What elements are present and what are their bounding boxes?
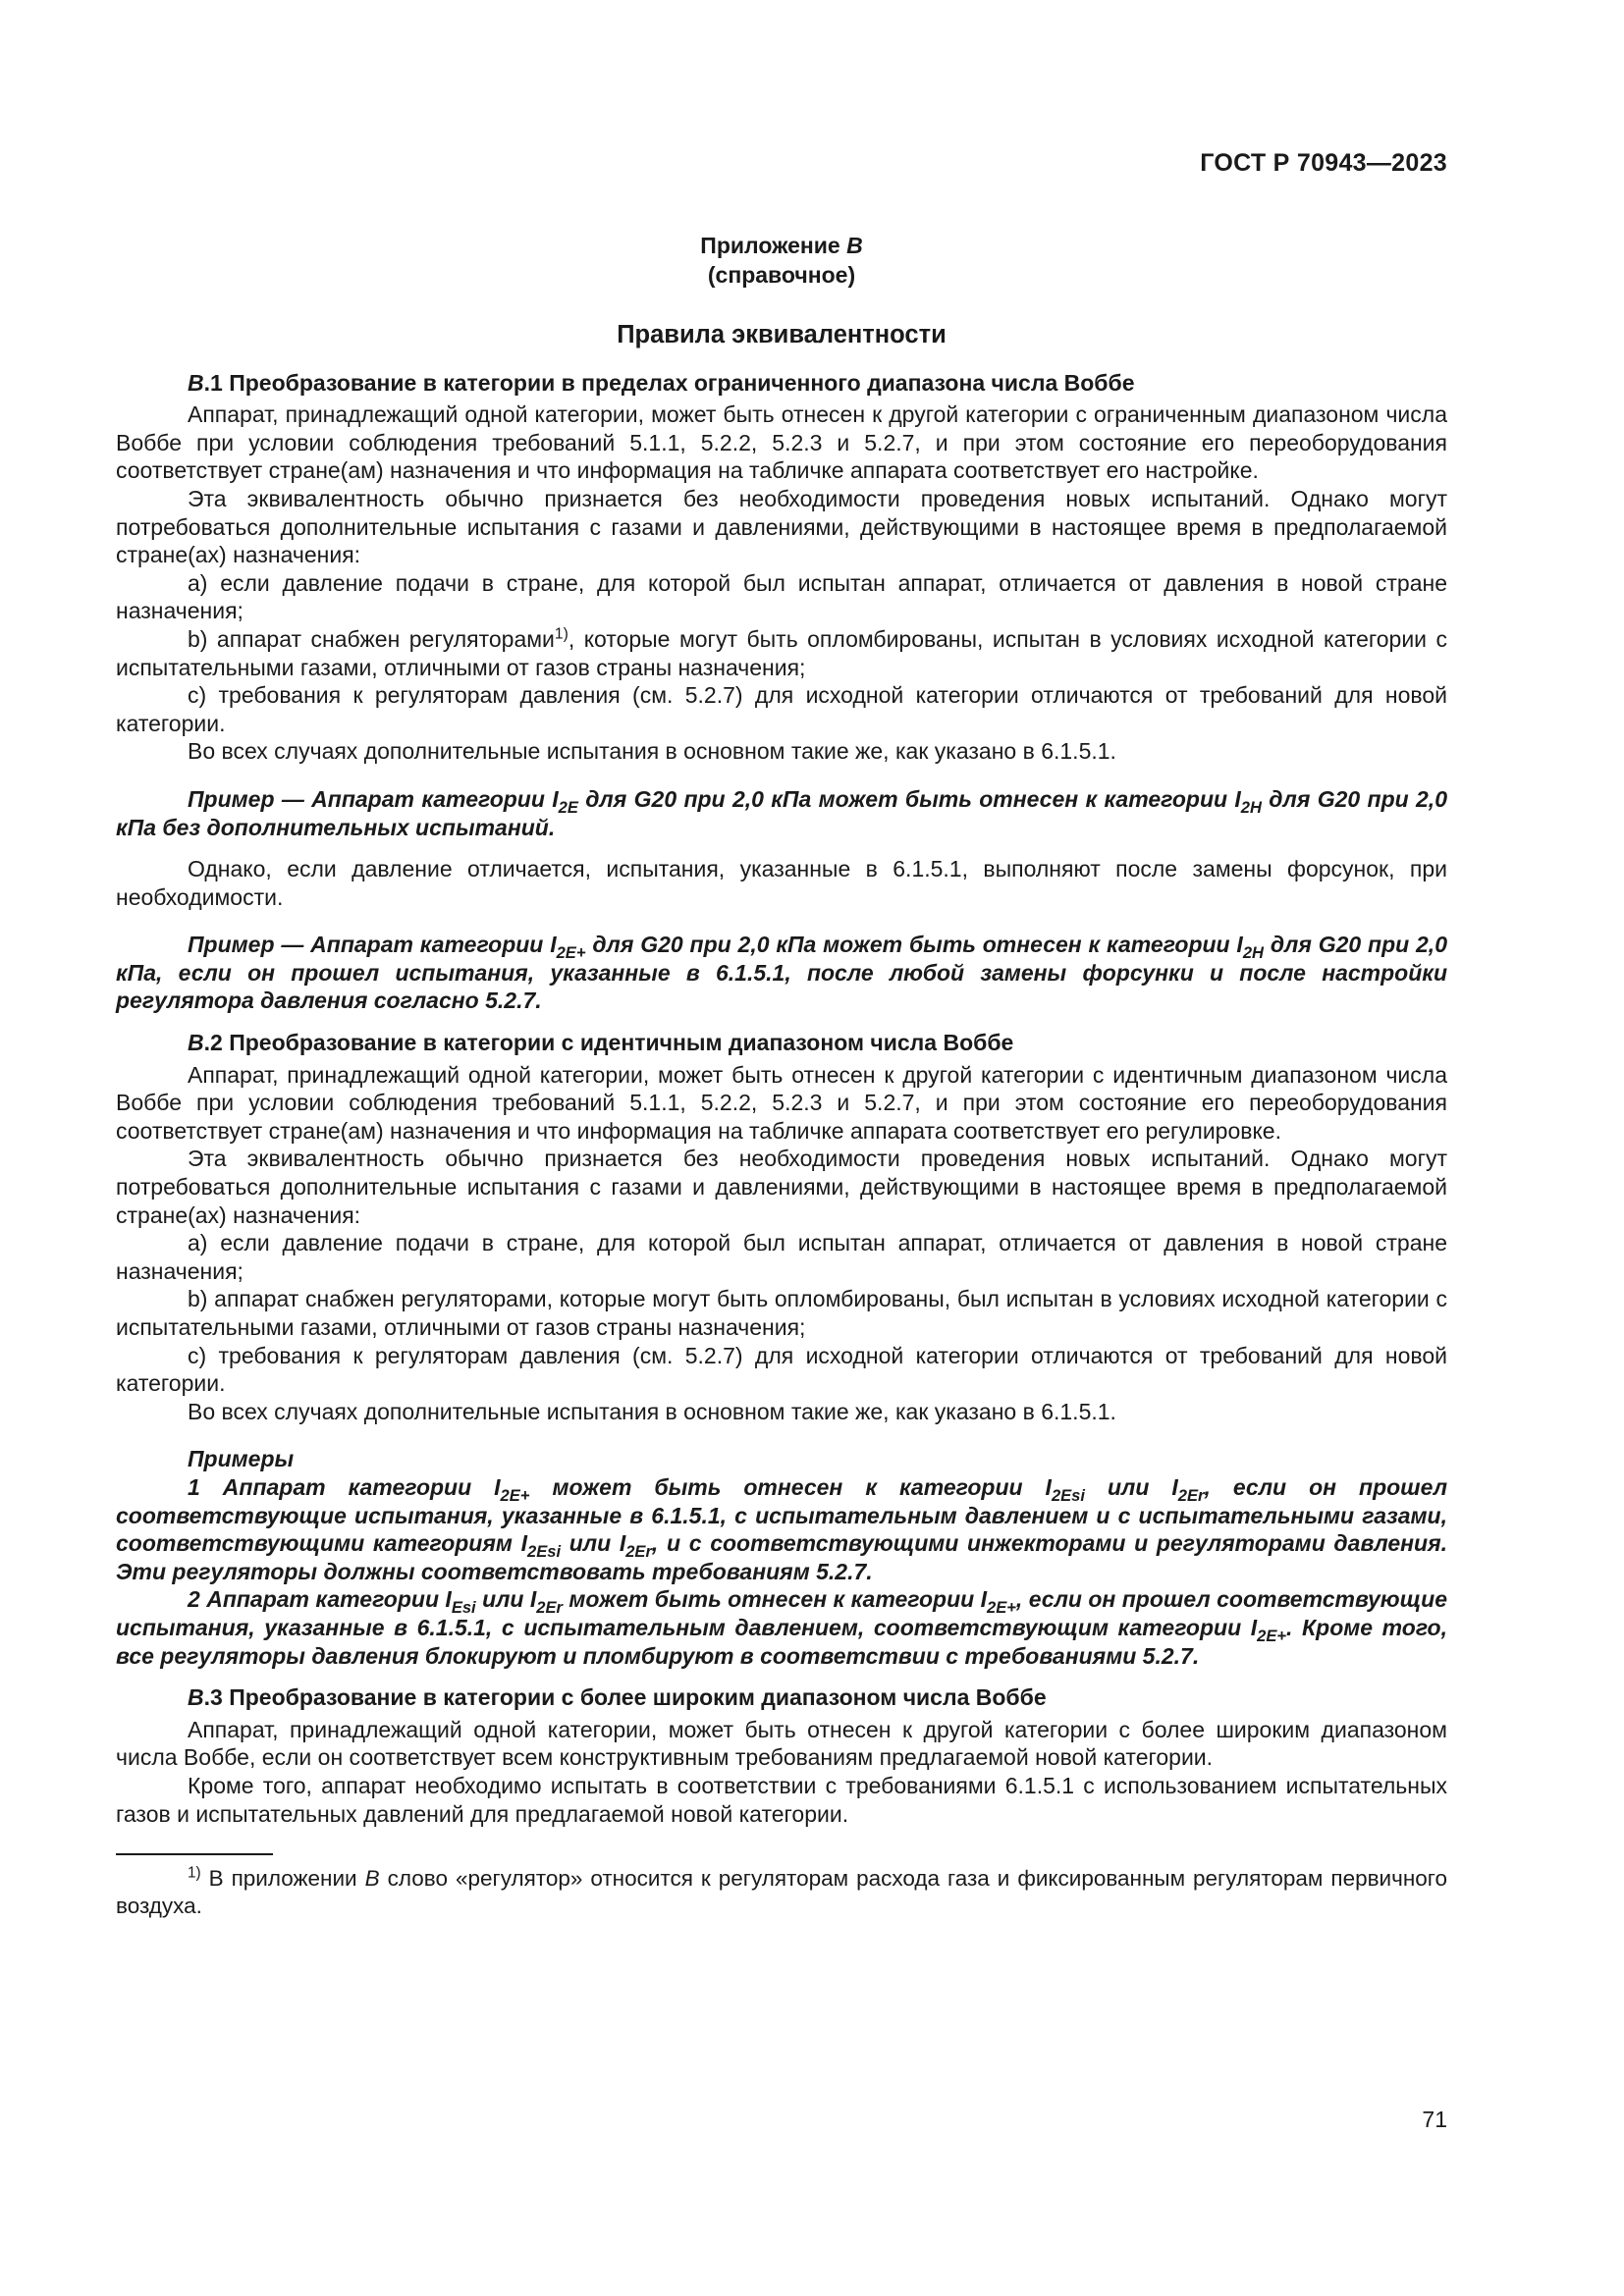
b1-paragraph-4: Однако, если давление отличается, испытания, указанные в 6.1.5.1, выполняют после замены форсунок, при необходимости. — [116, 856, 1447, 910]
section-b3-heading — [116, 1683, 1447, 1712]
b2-example-1 — [116, 1473, 1447, 1585]
example-text: , и с соответствующими инжекторами и регуляторами давления. Эти регуляторы должны соответствовать требованиям 5.2.7. — [116, 1530, 1448, 1584]
b2-item-b: b) аппарат снабжен регуляторами, которые могут быть опломбированы, был испытан в условиях исходной категории с испытательными газами, отличными от газов страны назначения; — [116, 1286, 1447, 1340]
subscript: 2E+ — [556, 943, 586, 963]
section-b1-heading — [116, 369, 1447, 398]
b1-item-c: c) требования к регуляторам давления (см. 5.2.7) для исходной категории отличаются от требований для новой категории. — [116, 682, 1447, 736]
example-text: для G20 при 2,0 кПа может быть отнесен к категории I — [585, 932, 1243, 958]
footnote-marker: 1) — [188, 1864, 201, 1882]
document-code: ГОСТ Р 70943—2023 — [1200, 149, 1447, 177]
section-letter: B — [188, 1684, 204, 1711]
section-number: .2 — [203, 1030, 223, 1056]
example-text: для G20 при 2,0 кПа может быть отнесен к категории I — [577, 785, 1241, 812]
b1-paragraph-2: Эта эквивалентность обычно признается без необходимости проведения новых испытаний. Однако могут потребоваться дополнительные испытания с газами и давлениями, действующими в настоящее время в предполагаемой стране(ах) назначения: — [116, 485, 1447, 568]
b2-paragraph-2: Эта эквивалентность обычно признается без необходимости проведения новых испытаний. Однако могут потребоваться дополнительные испытания с газами и давлениями, действующими в настоящее время в предполагаемой стране(ах) назначения: — [116, 1146, 1447, 1228]
subscript: 2E+ — [500, 1485, 530, 1505]
annex-kind: (справочное) — [707, 262, 856, 288]
b2-item-a: a) если давление подачи в стране, для которой был испытан аппарат, отличается от давления в новой стране назначения; — [116, 1230, 1447, 1284]
example-text: , если он прошел соответствующие испытания, указанные в 6.1.5.1, с испытательным давлением, соответствующим категории I — [116, 1586, 1448, 1640]
example-text: Пример — Аппарат категории I — [188, 932, 557, 958]
example-text: Пример — Аппарат категории I — [188, 785, 559, 812]
section-letter: B — [188, 1030, 204, 1056]
b1-paragraph-3: Во всех случаях дополнительные испытания в основном такие же, как указано в 6.1.5.1. — [188, 738, 1116, 765]
subscript: 2E+ — [1257, 1626, 1287, 1645]
b1-item-b — [116, 625, 1447, 681]
example-text: для G20 при 2,0 кПа, если он прошел испытания, указанные в 6.1.5.1, после любой замены форсунки и после настройки регулятора давления согласно 5.2.7. — [116, 932, 1447, 1014]
example-text: 2 Аппарат категории I — [188, 1586, 452, 1613]
footnote-divider — [116, 1853, 273, 1855]
section-letter: B — [188, 369, 204, 396]
example-text: для G20 при 2,0 кПа без дополнительных испытаний. — [116, 785, 1447, 840]
example-text: , если он прошел соответствующие испытания, указанные в 6.1.5.1, с испытательным давлением и с испытательными газами, соответствующими категориям I — [116, 1473, 1447, 1557]
subscript: 2H — [1240, 797, 1262, 817]
b1-example-2 — [116, 931, 1447, 1015]
section-number: .3 — [203, 1684, 223, 1711]
item-text: b) аппарат снабжен регуляторами — [188, 625, 555, 652]
footnote — [116, 1865, 1447, 1920]
annex-title: Правила эквивалентности — [617, 321, 947, 348]
b2-paragraph-1: Аппарат, принадлежащий одной категории, может быть отнесен к другой категории с идентичным диапазоном числа Воббе при условии соблюдения требований 5.1.1, 5.2.2, 5.2.3 и 5.2.7, и при этом состояние его переоборудования соответствует стране(ам) назначения и что информация на табличке аппарата соответствует его регулировке. — [116, 1061, 1447, 1144]
b3-paragraph-2: Кроме того, аппарат необходимо испытать в соответствии с требованиями 6.1.5.1 с использованием испытательных газов и испытательных давлений для предлагаемой новой категории. — [116, 1772, 1447, 1827]
subscript: 2Er — [625, 1541, 652, 1561]
subscript: 2E — [558, 797, 578, 817]
b1-item-a: a) если давление подачи в стране, для которой был испытан аппарат, отличается от давления в новой стране назначения; — [116, 569, 1447, 624]
b2-paragraph-3: Во всех случаях дополнительные испытания в основном такие же, как указано в 6.1.5.1. — [188, 1398, 1116, 1424]
subscript: 2Esi — [527, 1541, 562, 1561]
subscript: 2Esi — [1051, 1485, 1085, 1505]
example-text: или I — [1084, 1473, 1178, 1500]
subscript: 2Er — [1177, 1485, 1205, 1505]
b2-item-c: c) требования к регуляторам давления (см. 5.2.7) для исходной категории отличаются от требований для новой категории. — [116, 1342, 1447, 1397]
subscript: 2H — [1242, 943, 1264, 963]
b1-paragraph-1: Аппарат, принадлежащий одной категории, может быть отнесен к другой категории с ограниченным диапазоном числа Воббе при условии соблюдения требований 5.1.1, 5.2.2, 5.2.3 и 5.2.7, и при этом состояние его переоборудования соответствует стране(ам) назначения и что информация на табличке аппарата соответствует его настройке. — [116, 401, 1447, 484]
annex-word: Приложение — [700, 233, 847, 258]
section-b2-heading — [116, 1029, 1447, 1057]
footnote-ref: 1) — [554, 625, 568, 643]
example-text: или I — [475, 1586, 537, 1613]
footnote-text: В приложении — [200, 1866, 365, 1892]
section-title: Преобразование в категории в пределах ограниченного диапазона числа Воббе — [229, 369, 1135, 396]
example-text: . Кроме того, все регуляторы давления блокируют и пломбируют в соответствии с требованиями 5.2.7. — [116, 1614, 1447, 1669]
subscript: 2E+ — [987, 1598, 1016, 1618]
subscript: Esi — [451, 1598, 476, 1618]
example-text: или I — [561, 1530, 626, 1557]
b1-example-1 — [116, 785, 1447, 841]
example-text: может быть отнесен к категории I — [529, 1473, 1052, 1500]
b2-examples-label: Примеры — [188, 1446, 295, 1472]
b3-paragraph-1: Аппарат, принадлежащий одной категории, может быть отнесен к другой категории с более широким диапазоном числа Воббе, если он соответствует всем конструктивным требованиям предлагаемой новой категории. — [116, 1716, 1447, 1771]
example-text: 1 Аппарат категории I — [188, 1473, 501, 1500]
annex-heading — [116, 231, 1447, 290]
footnote-letter: B — [364, 1866, 380, 1892]
section-title: Преобразование в категории с более широким диапазоном числа Воббе — [229, 1684, 1047, 1711]
page-number: 71 — [1422, 2107, 1447, 2132]
b2-example-2 — [116, 1585, 1447, 1670]
item-text: , которые могут быть опломбированы, испытан в условиях исходной категории с испытательными газами, отличными от газов страны назначения; — [116, 625, 1447, 680]
section-number: .1 — [203, 369, 223, 396]
section-title: Преобразование в категории с идентичным диапазоном числа Воббе — [229, 1030, 1014, 1056]
subscript: 2Er — [536, 1598, 563, 1618]
example-text: может быть отнесен к категории I — [562, 1586, 987, 1613]
annex-letter: B — [846, 233, 863, 258]
footnote-text: слово «регулятор» относится к регуляторам расхода газа и фиксированным регуляторам первичного воздуха. — [116, 1866, 1448, 1919]
